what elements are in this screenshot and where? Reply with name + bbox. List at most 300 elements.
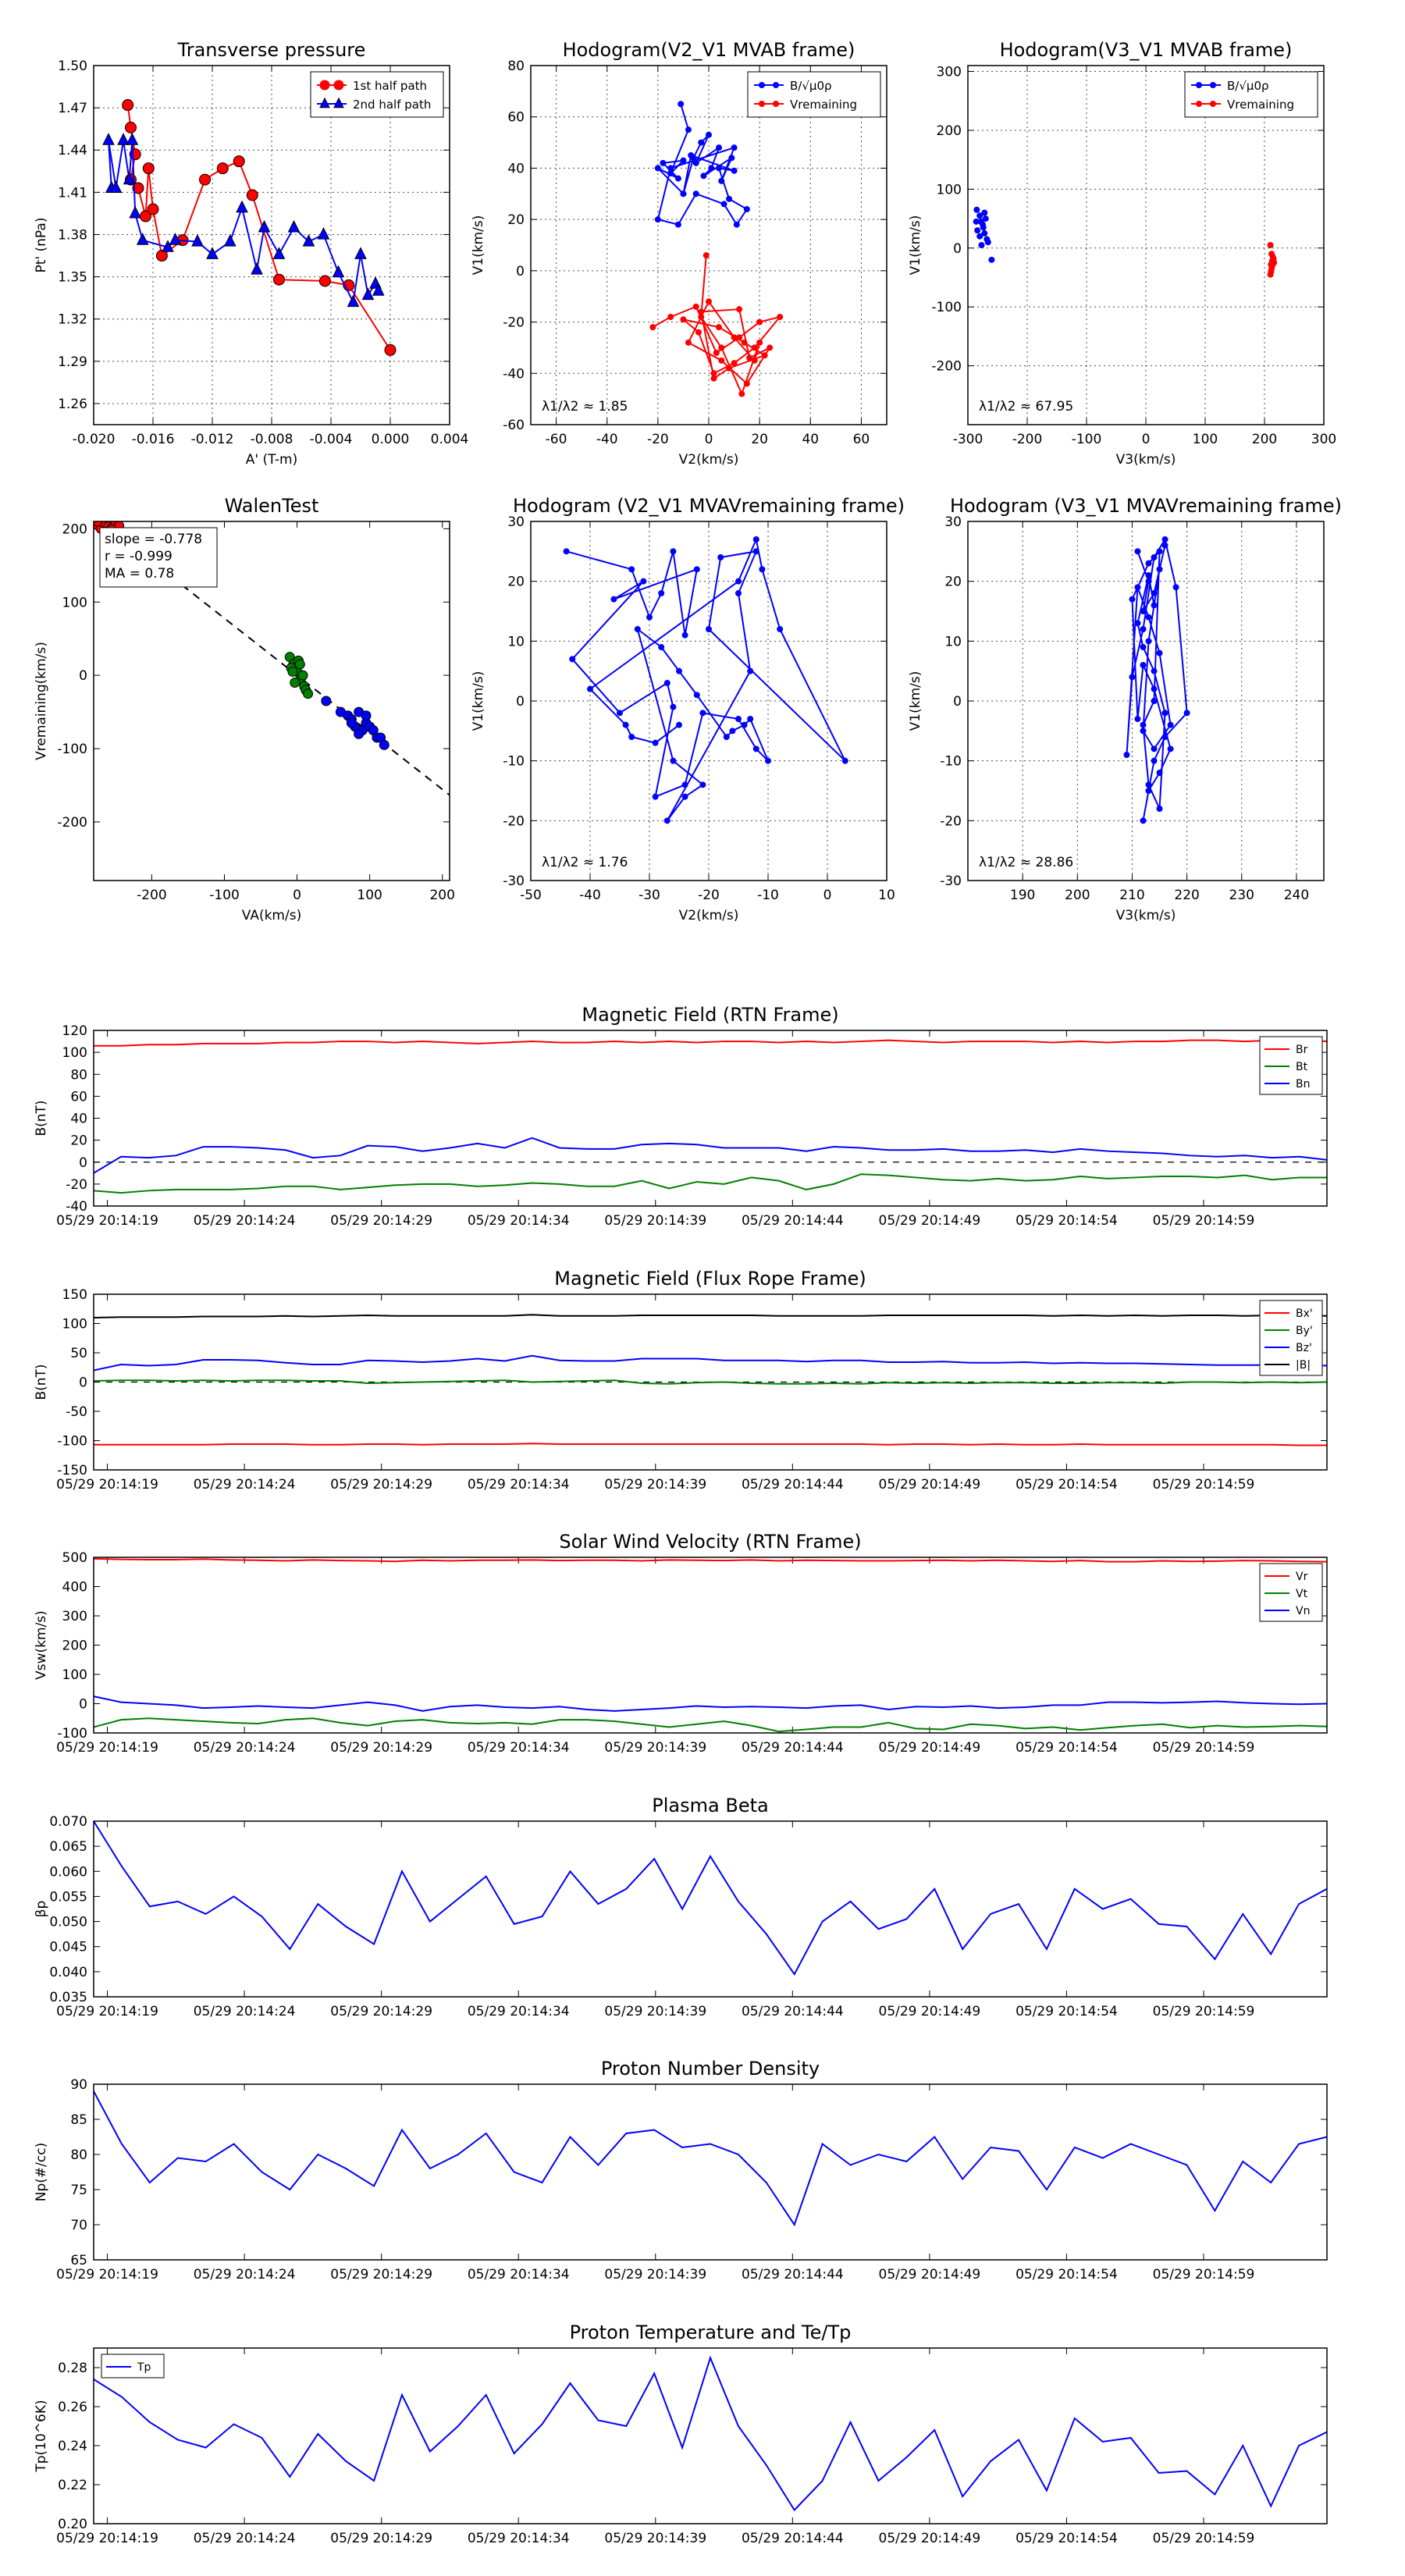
x-tick-label: 05/29 20:14:49 (878, 1740, 981, 1756)
y-tick-label: 1.35 (58, 269, 87, 286)
chart-panel-walen (34, 495, 455, 923)
legend-label: Vremaining (1227, 98, 1295, 112)
data-point (731, 361, 737, 366)
annotation-text: λ1/λ2 ≈ 1.85 (542, 399, 628, 415)
data-point (742, 340, 747, 345)
y-tick-label: -100 (57, 742, 87, 758)
x-tick-label: 05/29 20:14:59 (1152, 2531, 1255, 2546)
data-point (759, 83, 765, 88)
y-tick-label: 60 (70, 1089, 87, 1105)
data-point (711, 371, 717, 376)
x-tick-label: 0.004 (430, 432, 469, 447)
x-tick-label: 05/29 20:14:24 (193, 2267, 296, 2282)
y-tick-label: 0 (79, 1155, 87, 1171)
x-tick-label: -60 (545, 432, 567, 447)
x-tick-label: -100 (1071, 432, 1102, 447)
data-point (1140, 663, 1146, 668)
x-tick-label: -10 (757, 888, 779, 903)
chart-title: Hodogram(V3_V1 MVAB frame) (999, 39, 1293, 61)
x-tick-label: 05/29 20:14:44 (741, 2267, 844, 2282)
data-point (322, 696, 331, 706)
y-axis-label: B(nT) (34, 1364, 49, 1400)
y-tick-label: 1.50 (58, 59, 87, 74)
data-point (774, 101, 779, 107)
data-point (748, 717, 753, 722)
x-tick-label: -0.016 (131, 432, 175, 447)
data-point (1173, 585, 1179, 590)
x-tick-label: -0.008 (250, 432, 293, 447)
legend (1260, 1564, 1322, 1621)
data-point (641, 578, 646, 584)
data-point (1211, 101, 1216, 107)
x-tick-label: 05/29 20:14:54 (1016, 2267, 1118, 2282)
y-tick-label: 30 (507, 514, 525, 530)
data-point (1162, 543, 1168, 548)
y-tick-label: 200 (936, 123, 962, 139)
data-point (681, 158, 686, 163)
data-point (143, 163, 154, 174)
data-point (1197, 101, 1202, 107)
legend-label: Vremaining (790, 98, 858, 112)
x-tick-label: 05/29 20:14:39 (604, 1740, 707, 1756)
data-point (653, 740, 658, 745)
data-point (629, 567, 635, 572)
x-tick-label: 05/29 20:14:19 (56, 2267, 158, 2282)
data-point (719, 358, 724, 363)
legend-label: Bx' (1296, 1308, 1313, 1320)
data-point (693, 191, 699, 197)
y-tick-label: 0 (79, 668, 87, 685)
x-tick-label: 05/29 20:14:49 (878, 2267, 981, 2282)
data-point (693, 304, 699, 309)
data-point (709, 165, 714, 171)
data-point (347, 718, 356, 728)
data-point (1151, 686, 1157, 692)
chart-title: WalenTest (224, 495, 319, 517)
y-tick-label: 1.47 (58, 101, 87, 117)
data-point (682, 632, 688, 638)
data-point (354, 729, 364, 738)
data-point (1184, 710, 1190, 716)
x-tick-label: 05/29 20:14:24 (193, 2004, 296, 2019)
x-tick-label: 05/29 20:14:59 (1152, 2004, 1255, 2019)
data-point (694, 692, 699, 698)
data-point (1268, 272, 1273, 277)
x-tick-label: 05/29 20:14:59 (1152, 2267, 1255, 2282)
data-point (653, 794, 658, 799)
data-point (677, 722, 682, 728)
data-point (290, 678, 300, 688)
data-point (1151, 591, 1157, 596)
x-tick-label: 05/29 20:14:19 (56, 2531, 158, 2546)
data-point (1157, 770, 1162, 776)
x-tick-label: -30 (638, 888, 660, 903)
y-tick-label: -60 (503, 418, 525, 433)
x-tick-label: 05/29 20:14:19 (56, 1213, 158, 1229)
y-tick-label: 0.050 (49, 1914, 87, 1930)
data-point (668, 165, 674, 171)
legend-label: Vr (1296, 1571, 1308, 1583)
legend-label: |B| (1296, 1359, 1311, 1372)
y-tick-label: 150 (62, 1287, 87, 1303)
data-point (711, 375, 717, 381)
chart-title: Plasma Beta (652, 1795, 769, 1816)
data-point (668, 171, 674, 176)
data-point (650, 325, 656, 330)
data-point (629, 735, 635, 740)
y-tick-label: 40 (70, 1111, 87, 1127)
data-point (701, 173, 706, 179)
y-tick-label: 0 (953, 240, 962, 257)
x-tick-label: 05/29 20:14:24 (193, 1477, 296, 1493)
data-point (1151, 668, 1157, 674)
data-point (731, 145, 737, 151)
data-point (670, 758, 676, 763)
x-tick-label: -50 (520, 888, 542, 903)
y-axis-label: V1(km/s) (471, 671, 486, 731)
data-point (973, 219, 979, 224)
data-point (688, 153, 694, 158)
y-tick-label: 1.38 (58, 227, 87, 244)
data-point (647, 614, 653, 620)
x-tick-label: 200 (1251, 432, 1278, 447)
chart-panel-vsw (34, 1531, 1327, 1756)
chart-panel-bflux (34, 1268, 1327, 1493)
data-point (706, 132, 712, 137)
y-tick-label: 0.20 (58, 2517, 87, 2532)
data-point (719, 178, 724, 183)
data-point (274, 274, 285, 285)
data-point (734, 222, 739, 227)
x-axis-label: VA(km/s) (241, 908, 302, 923)
data-point (1135, 621, 1140, 626)
x-tick-label: 200 (1065, 888, 1090, 903)
data-point (694, 567, 699, 572)
y-tick-label: 1.32 (58, 311, 87, 328)
data-point (334, 80, 343, 90)
y-tick-label: -40 (503, 366, 525, 382)
annotation-text: r = -0.999 (105, 549, 173, 564)
x-tick-label: 05/29 20:14:24 (193, 1213, 296, 1229)
x-tick-label: -300 (952, 432, 984, 447)
legend-label: By' (1296, 1325, 1313, 1337)
y-axis-label: Vremaining(km/s) (34, 642, 49, 760)
data-point (1146, 578, 1151, 584)
x-tick-label: -100 (209, 888, 240, 903)
data-point (724, 735, 729, 740)
legend-label: 2nd half path (353, 98, 432, 112)
y-tick-label: -20 (503, 315, 525, 331)
x-axis-label: V3(km/s) (1115, 908, 1176, 923)
data-point (703, 253, 709, 258)
annotation-text: slope = -0.778 (105, 532, 203, 547)
x-tick-label: 0 (293, 888, 301, 903)
y-tick-label: 200 (62, 1638, 87, 1654)
x-tick-label: 05/29 20:14:19 (56, 2004, 158, 2019)
x-tick-label: 0 (823, 888, 832, 903)
y-tick-label: -100 (931, 300, 962, 316)
chart-title: Magnetic Field (Flux Rope Frame) (554, 1268, 866, 1290)
x-tick-label: -0.012 (190, 432, 234, 447)
data-point (564, 549, 569, 554)
data-point (706, 627, 712, 632)
x-tick-label: 05/29 20:14:29 (330, 2531, 433, 2546)
data-point (617, 710, 623, 716)
data-point (1129, 596, 1135, 602)
data-point (731, 168, 737, 173)
data-point (777, 315, 783, 320)
data-point (681, 317, 686, 322)
x-axis-label: V3(km/s) (1115, 452, 1176, 468)
data-point (699, 140, 704, 145)
data-point (736, 717, 742, 722)
data-point (1146, 573, 1151, 578)
chart-panel-np (34, 2058, 1327, 2282)
x-axis-label: A' (T-m) (245, 452, 298, 468)
data-point (659, 645, 664, 650)
y-tick-label: 30 (944, 514, 962, 530)
x-tick-label: 60 (852, 432, 870, 447)
plot-area (94, 2348, 1327, 2524)
x-tick-label: 05/29 20:14:44 (741, 1740, 844, 1756)
legend (311, 72, 443, 117)
data-point (668, 315, 674, 320)
x-tick-label: 05/29 20:14:39 (604, 2267, 707, 2282)
data-point (1129, 674, 1135, 680)
x-tick-label: 240 (1283, 888, 1310, 903)
y-tick-label: 20 (70, 1133, 87, 1149)
y-tick-label: 90 (70, 2077, 87, 2093)
data-point (977, 233, 983, 239)
legend-label: Bt (1296, 1061, 1308, 1073)
data-point (759, 567, 765, 572)
data-point (700, 710, 706, 716)
data-point (693, 160, 699, 165)
x-tick-label: 05/29 20:14:29 (330, 1740, 433, 1756)
x-tick-label: 05/29 20:14:19 (56, 1477, 158, 1493)
data-point (748, 668, 753, 674)
data-point (721, 201, 727, 207)
x-tick-label: -20 (646, 432, 669, 447)
data-point (1140, 645, 1146, 650)
data-point (1135, 585, 1140, 590)
data-point (774, 83, 779, 88)
data-point (655, 165, 660, 171)
y-tick-label: 80 (70, 2147, 87, 2163)
y-tick-label: 10 (944, 634, 962, 650)
data-point (1268, 262, 1274, 267)
x-tick-label: 05/29 20:14:39 (604, 2004, 707, 2019)
y-tick-label: 0.045 (49, 1939, 87, 1955)
chart-title: Transverse pressure (177, 39, 366, 61)
y-tick-label: 300 (62, 1609, 87, 1624)
x-tick-label: 05/29 20:14:34 (467, 2004, 570, 2019)
data-point (200, 174, 211, 185)
x-tick-label: 05/29 20:14:34 (467, 2531, 570, 2546)
data-point (979, 243, 984, 248)
x-tick-label: 05/29 20:14:34 (467, 1477, 570, 1493)
data-point (1157, 549, 1162, 554)
x-tick-label: 10 (878, 888, 895, 903)
data-point (385, 344, 396, 355)
x-tick-label: 0.000 (371, 432, 410, 447)
y-axis-label: V1(km/s) (908, 671, 923, 731)
data-point (752, 345, 757, 350)
x-tick-label: 220 (1174, 888, 1200, 903)
data-point (736, 591, 742, 596)
legend (101, 2354, 164, 2378)
legend-label: Vt (1296, 1588, 1308, 1600)
data-point (1151, 555, 1157, 560)
y-axis-label: V1(km/s) (908, 215, 923, 276)
data-point (148, 204, 158, 215)
y-tick-label: -100 (57, 1433, 87, 1450)
data-point (685, 127, 691, 133)
x-tick-label: 05/29 20:14:44 (741, 1477, 844, 1493)
x-tick-label: 05/29 20:14:49 (878, 2004, 981, 2019)
y-axis-label: Vsw(km/s) (34, 1610, 49, 1680)
x-tick-label: 40 (802, 432, 820, 447)
y-tick-label: 0.055 (49, 1889, 87, 1905)
data-point (757, 340, 763, 345)
data-point (1162, 537, 1168, 543)
y-tick-label: 1.44 (58, 143, 87, 159)
chart-panel-beta (34, 1795, 1327, 2019)
x-tick-label: -40 (596, 432, 618, 447)
data-point (842, 758, 848, 763)
data-point (737, 335, 742, 340)
data-point (1151, 758, 1157, 763)
data-point (682, 794, 688, 799)
x-tick-label: 05/29 20:14:29 (330, 1477, 433, 1493)
x-tick-label: 05/29 20:14:39 (604, 1477, 707, 1493)
data-point (766, 758, 771, 763)
y-tick-label: 0 (79, 1375, 87, 1391)
data-point (727, 365, 732, 371)
data-point (675, 222, 681, 227)
y-tick-label: 300 (936, 64, 962, 80)
x-tick-label: 05/29 20:14:59 (1152, 1740, 1255, 1756)
y-tick-label: -10 (940, 753, 962, 770)
data-point (1151, 699, 1157, 704)
x-tick-label: 05/29 20:14:29 (330, 2267, 433, 2282)
y-tick-label: 0 (516, 694, 525, 710)
plot-area (94, 2084, 1327, 2260)
x-tick-label: 0 (1141, 432, 1151, 447)
data-point (982, 210, 987, 215)
data-point (655, 217, 660, 222)
data-point (677, 668, 682, 674)
data-point (1157, 806, 1162, 812)
data-point (1146, 788, 1151, 794)
y-axis-label: V1(km/s) (471, 215, 486, 276)
data-point (736, 578, 742, 584)
x-tick-label: 300 (1311, 432, 1337, 447)
data-point (747, 355, 752, 361)
x-tick-label: 05/29 20:14:59 (1152, 1477, 1255, 1493)
data-point (1135, 717, 1140, 722)
y-tick-label: 20 (507, 212, 525, 229)
data-point (717, 145, 722, 151)
data-point (1162, 735, 1168, 740)
x-tick-label: 05/29 20:14:34 (467, 2267, 570, 2282)
y-tick-label: -20 (66, 1176, 87, 1193)
y-tick-label: 0.070 (49, 1814, 87, 1830)
data-point (664, 818, 670, 824)
data-point (298, 671, 308, 680)
x-tick-label: 05/29 20:14:44 (741, 1213, 844, 1229)
data-point (753, 537, 759, 543)
chart-title: Proton Temperature and Te/Tp (569, 2322, 852, 2343)
annotation-text: λ1/λ2 ≈ 67.95 (979, 399, 1074, 415)
data-point (319, 276, 330, 286)
y-tick-label: -150 (57, 1463, 87, 1478)
data-point (1140, 728, 1146, 734)
chart-panel-hvav31 (908, 495, 1342, 923)
data-point (295, 660, 304, 669)
data-point (767, 345, 773, 350)
legend-label: Bz' (1296, 1342, 1312, 1354)
data-point (980, 225, 986, 230)
chart-panel-tp_temp (34, 2322, 1327, 2546)
y-tick-label: -40 (66, 1199, 87, 1215)
y-tick-label: 20 (507, 574, 525, 590)
x-tick-label: 190 (1009, 888, 1036, 903)
data-point (777, 627, 783, 632)
x-axis-label: V2(km/s) (678, 452, 739, 468)
data-point (379, 740, 389, 749)
chart-title: Solar Wind Velocity (RTN Frame) (559, 1531, 862, 1553)
y-tick-label: 0.060 (49, 1864, 87, 1880)
data-point (659, 591, 664, 596)
x-tick-label: 05/29 20:14:54 (1016, 2004, 1118, 2019)
x-tick-label: 20 (751, 432, 768, 447)
annotation-box (100, 528, 217, 587)
y-tick-label: -20 (940, 813, 962, 830)
legend-label: Br (1296, 1044, 1308, 1056)
y-tick-label: 0.035 (49, 1990, 87, 2005)
data-point (989, 257, 994, 262)
x-tick-label: 200 (429, 888, 455, 903)
x-tick-label: 05/29 20:14:29 (330, 1213, 433, 1229)
x-tick-label: -0.020 (72, 432, 116, 447)
x-tick-label: -0.004 (309, 432, 353, 447)
data-point (983, 216, 988, 222)
y-tick-label: 80 (70, 1067, 87, 1083)
data-point (1168, 722, 1173, 728)
data-point (1146, 614, 1151, 620)
x-tick-label: 210 (1119, 888, 1145, 903)
x-tick-label: 05/29 20:14:54 (1016, 1740, 1118, 1756)
data-point (320, 80, 329, 90)
legend (1185, 72, 1318, 117)
y-tick-label: 80 (507, 59, 525, 74)
data-point (752, 358, 757, 363)
data-point (288, 667, 297, 676)
data-point (729, 155, 735, 161)
chart-panel-bfield (34, 1004, 1327, 1229)
data-point (1146, 560, 1151, 566)
data-point (984, 237, 990, 242)
y-tick-label: 1.41 (58, 185, 87, 201)
x-tick-label: 05/29 20:14:54 (1016, 2531, 1118, 2546)
data-point (1140, 818, 1146, 824)
y-tick-label: -30 (940, 873, 962, 889)
x-tick-label: 05/29 20:14:49 (878, 1477, 981, 1493)
data-point (1124, 753, 1129, 758)
data-point (681, 191, 686, 197)
data-point (1140, 609, 1146, 614)
